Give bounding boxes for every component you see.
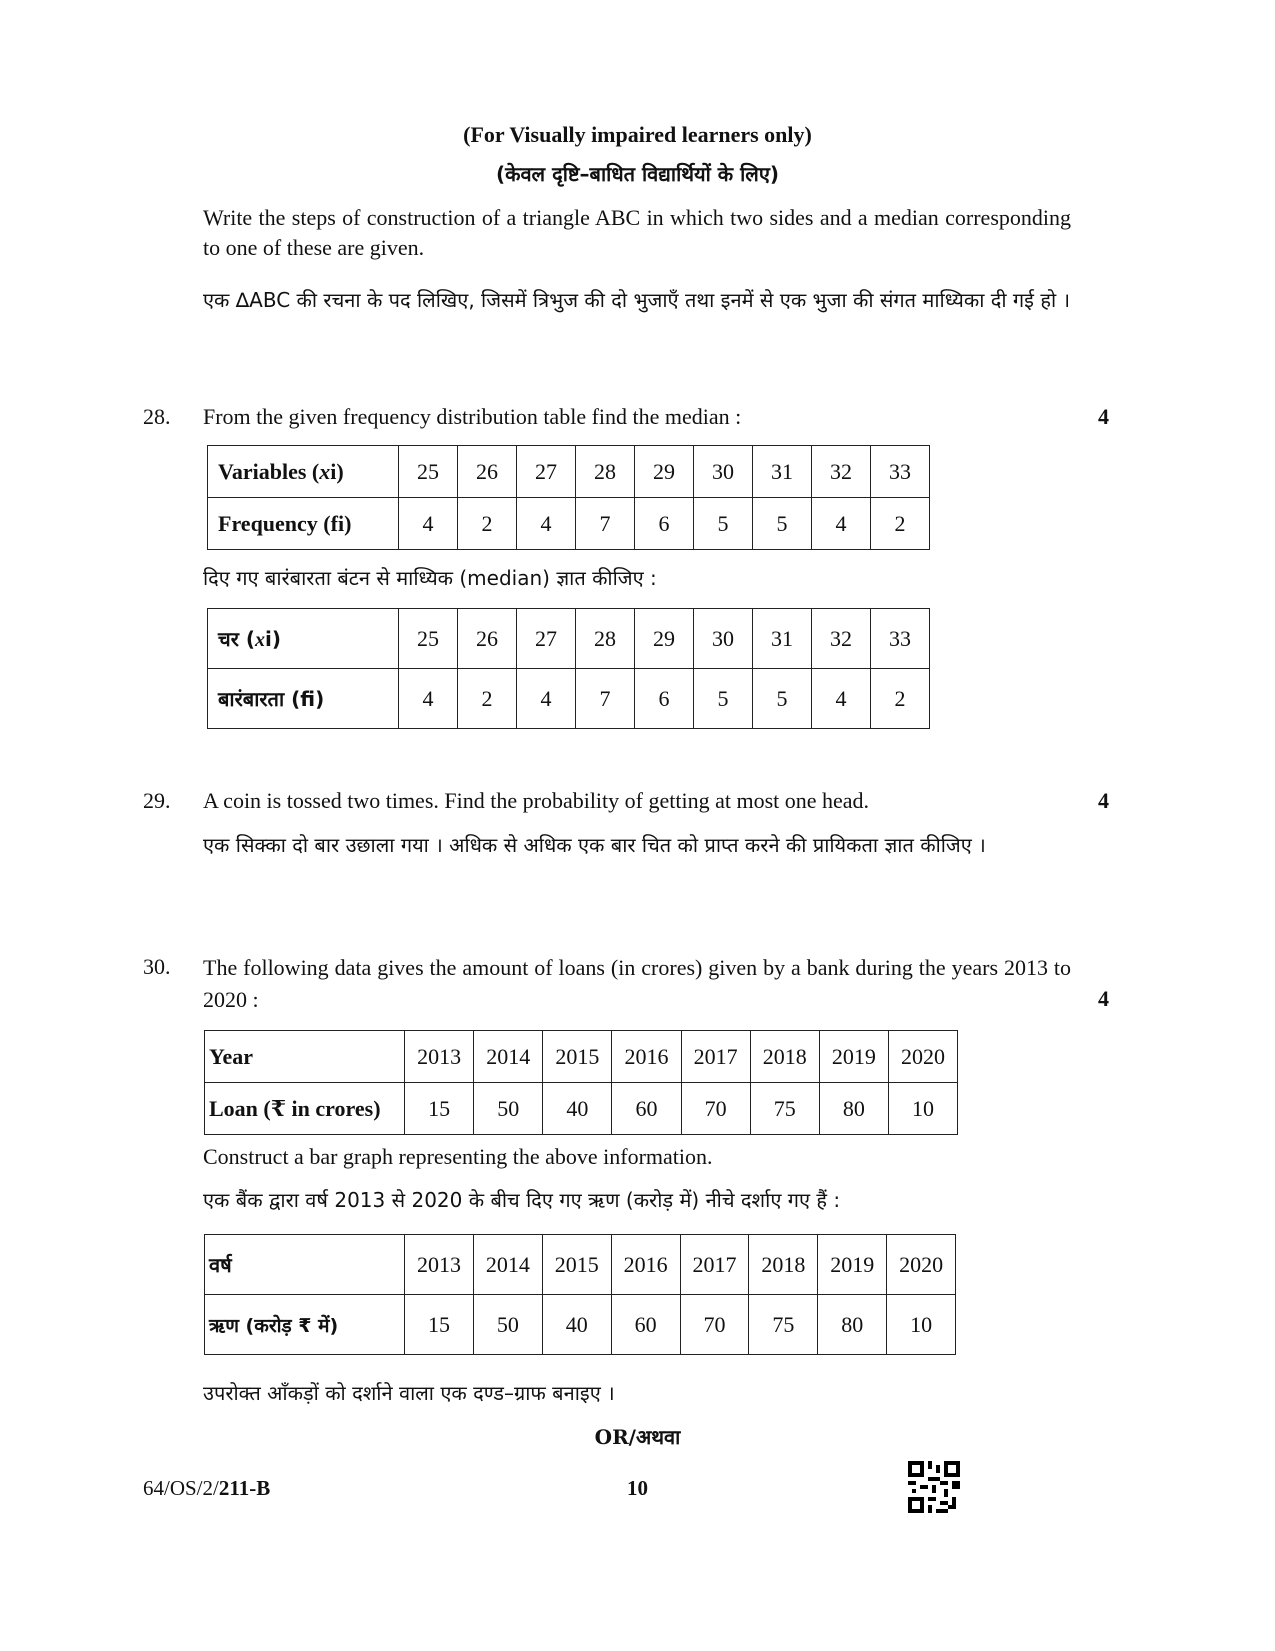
table-cell: 33 — [871, 446, 930, 498]
table-cell: 4 — [399, 498, 458, 550]
table-cell: 2 — [458, 669, 517, 729]
table-cell: 2017 — [680, 1235, 749, 1295]
table-cell: 5 — [694, 498, 753, 550]
table-cell: 5 — [753, 669, 812, 729]
table-cell: 25 — [399, 446, 458, 498]
table-cell: 2019 — [819, 1031, 888, 1083]
table-cell: 2016 — [612, 1031, 681, 1083]
table-cell: 28 — [576, 446, 635, 498]
table-cell: 2014 — [473, 1235, 542, 1295]
table-cell: 5 — [694, 669, 753, 729]
table-cell: 40 — [542, 1295, 611, 1355]
table-cell: 15 — [405, 1295, 474, 1355]
table-cell: 60 — [612, 1083, 681, 1135]
table-cell: 27 — [517, 446, 576, 498]
table-cell: 40 — [543, 1083, 612, 1135]
table-cell: 70 — [681, 1083, 750, 1135]
table-cell: 32 — [812, 446, 871, 498]
q28-text-hi: दिए गए बारंबारता बंटन से माध्यिक (median) ज्ञात कीजिए : — [203, 566, 657, 590]
q30-instruction-en: Construct a bar graph representing the above information. — [203, 1144, 713, 1169]
q29-text-hi: एक सिक्का दो बार उछाला गया । अधिक से अधिक एक बार चित को प्राप्त करने की प्रायिकता ज्ञात कीजिए । — [203, 833, 986, 857]
table-cell: 4 — [812, 498, 871, 550]
table-cell: 2018 — [749, 1235, 818, 1295]
q30-table-en — [204, 1030, 958, 1135]
table-cell: 50 — [473, 1295, 542, 1355]
table-cell: 29 — [635, 609, 694, 669]
table-cell: 29 — [635, 446, 694, 498]
table-cell: 2018 — [750, 1031, 819, 1083]
vi-title-en: (For Visually impaired learners only) — [463, 122, 812, 147]
q28-text-en: From the given frequency distribution table find the median : — [203, 404, 742, 429]
q28-number: 28. — [143, 404, 171, 429]
q28-table-hi-row2-label: बारंबारता (fi) — [208, 669, 399, 729]
table-cell: 32 — [812, 609, 871, 669]
table-cell: 2015 — [542, 1235, 611, 1295]
table-cell: 27 — [517, 609, 576, 669]
table-cell: 10 — [887, 1295, 956, 1355]
q28-table-hi-row1-label: चर (xi) — [208, 609, 399, 669]
table-cell: 2014 — [474, 1031, 543, 1083]
table-cell: 60 — [611, 1295, 680, 1355]
q30-number: 30. — [143, 954, 171, 979]
q30-marks: 4 — [1098, 986, 1109, 1011]
table-cell: 70 — [680, 1295, 749, 1355]
table-cell: 15 — [405, 1083, 474, 1135]
vi-title-hi: (केवल दृष्टि–बाधित विद्यार्थियों के लिए) — [495, 162, 780, 186]
table-cell: 80 — [819, 1083, 888, 1135]
table-cell: 31 — [753, 446, 812, 498]
table-cell: 75 — [750, 1083, 819, 1135]
table-cell: 26 — [458, 609, 517, 669]
table-cell: 30 — [694, 446, 753, 498]
table-cell: 7 — [576, 498, 635, 550]
table-cell: 25 — [399, 609, 458, 669]
table-cell: 10 — [888, 1083, 957, 1135]
q30-table-hi-row1-label: वर्ष — [205, 1235, 405, 1295]
table-cell: 4 — [399, 669, 458, 729]
table-cell: 33 — [871, 609, 930, 669]
q28-table-hi — [207, 608, 930, 729]
table-cell: 2 — [871, 498, 930, 550]
table-cell: 7 — [576, 669, 635, 729]
table-cell: 2019 — [818, 1235, 887, 1295]
table-cell: 2020 — [887, 1235, 956, 1295]
vi-question-hi: एक ∆ABC की रचना के पद लिखिए, जिसमें त्रिभुज की दो भुजाएँ तथा इनमें से एक भुजा की संगत माध्यिका दी गई हो । — [203, 288, 1071, 312]
or-separator: OR/अथवा — [594, 1425, 681, 1449]
q29-number: 29. — [143, 788, 171, 813]
table-cell: 4 — [517, 498, 576, 550]
table-cell: 50 — [474, 1083, 543, 1135]
table-cell: 5 — [753, 498, 812, 550]
q30-table-en-row2-label: Loan (₹ in crores) — [205, 1083, 405, 1135]
table-cell: 2015 — [543, 1031, 612, 1083]
table-cell: 2 — [458, 498, 517, 550]
qr-code-icon — [908, 1461, 960, 1513]
table-cell: 4 — [517, 669, 576, 729]
table-cell: 31 — [753, 609, 812, 669]
table-cell: 2020 — [888, 1031, 957, 1083]
table-cell: 4 — [812, 669, 871, 729]
q30-table-hi-row2-label: ऋण (करोड़ ₹ में) — [205, 1295, 405, 1355]
table-cell: 2017 — [681, 1031, 750, 1083]
q30-table-hi — [204, 1234, 956, 1355]
q30-instruction-hi: उपरोक्त आँकड़ों को दर्शाने वाला एक दण्ड–ग्राफ बनाइए । — [203, 1381, 615, 1405]
q30-table-en-row1-label: Year — [205, 1031, 405, 1083]
q28-marks: 4 — [1098, 404, 1109, 429]
paper-code: 64/OS/2/211-B — [143, 1476, 271, 1500]
q28-table-en-row2-label: Frequency (fi) — [208, 498, 399, 550]
table-cell: 30 — [694, 609, 753, 669]
table-cell: 2013 — [405, 1031, 474, 1083]
vi-question-en: Write the steps of construction of a triangle ABC in which two sides and a median corresponding to one of these are given. — [203, 205, 1071, 260]
table-cell: 6 — [635, 669, 694, 729]
table-cell: 28 — [576, 609, 635, 669]
table-cell: 6 — [635, 498, 694, 550]
q30-text-en: The following data gives the amount of loans (in crores) given by a bank during the years 2013 to 2020 : — [203, 955, 1071, 1012]
q30-text-hi: एक बैंक द्वारा वर्ष 2013 से 2020 के बीच दिए गए ऋण (करोड़ में) नीचे दर्शाए गए हैं : — [203, 1188, 841, 1212]
page-number: 10 — [627, 1476, 648, 1500]
table-cell: 2 — [871, 669, 930, 729]
q28-table-en — [207, 445, 930, 550]
table-cell: 2016 — [611, 1235, 680, 1295]
table-cell: 80 — [818, 1295, 887, 1355]
table-cell: 26 — [458, 446, 517, 498]
table-cell: 2013 — [405, 1235, 474, 1295]
q29-text-en: A coin is tossed two times. Find the probability of getting at most one head. — [203, 788, 870, 813]
table-cell: 75 — [749, 1295, 818, 1355]
q29-marks: 4 — [1098, 788, 1109, 813]
q28-table-en-row1-label: Variables (xi) — [208, 446, 399, 498]
